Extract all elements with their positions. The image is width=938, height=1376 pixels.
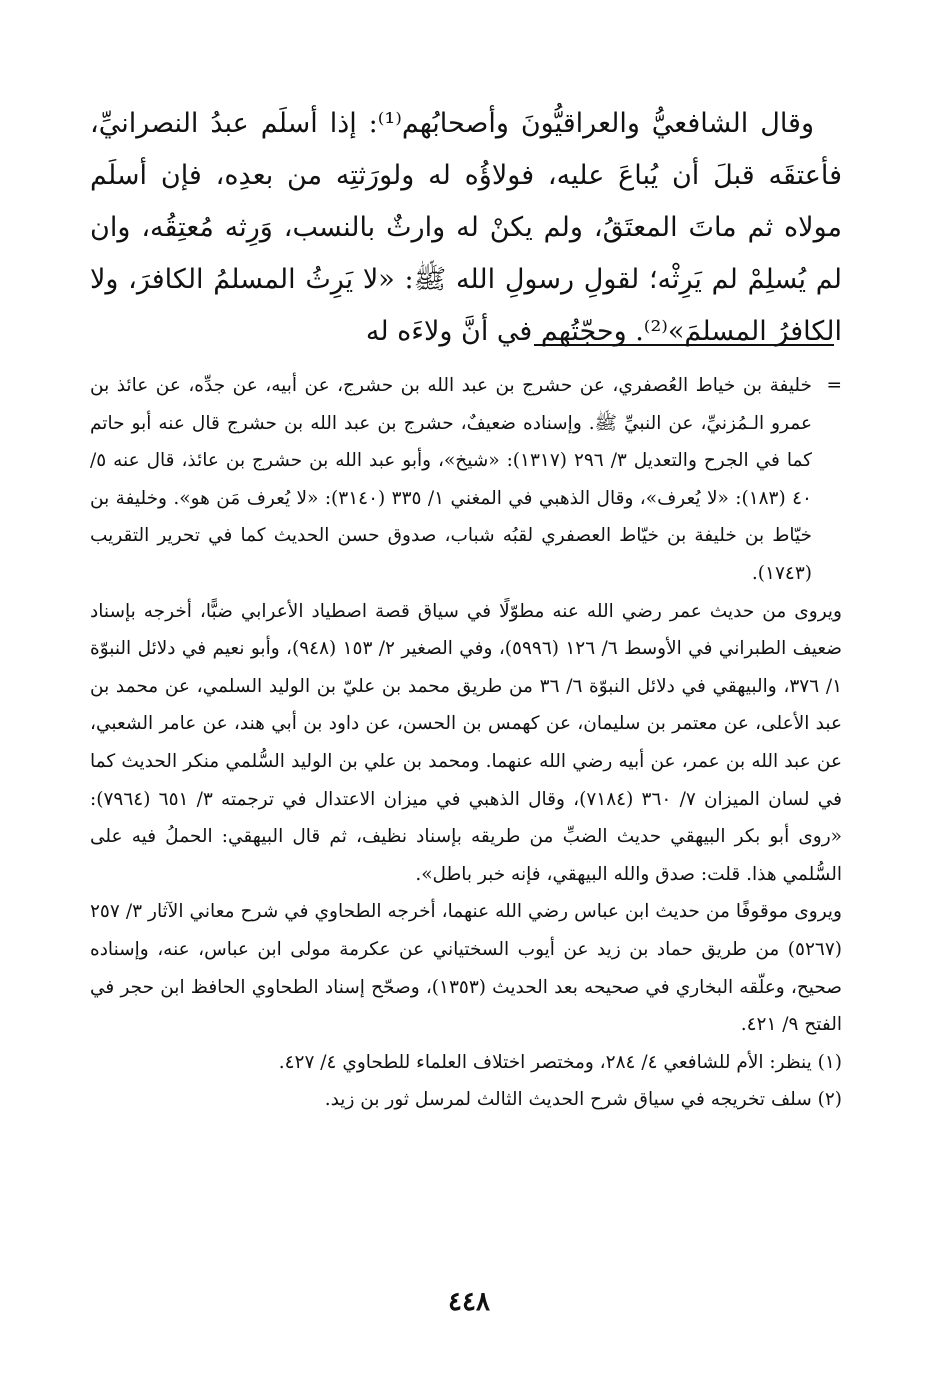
footnote-1: (١) ينظر: الأم للشافعي ٤/ ٢٨٤، ومختصر اختلاف العلماء للطحاوي ٤/ ٤٢٧.	[278, 1051, 842, 1073]
footnote-2: (٢) سلف تخريجه في سياق شرح الحديث الثالث لمرسل ثور بن زيد.	[324, 1089, 842, 1111]
footnotes-section	[90, 367, 842, 1119]
footnote-paragraph-ibn-abbas: ويروى موقوفًا من حديث ابن عباس رضي الله عنهما، أخرجه الطحاوي في شرح معاني الآثار ٣/ ٢٥٧ (٥٢٦٧) من طريق حماد بن زيد عن أيوب السختياني عن عكرمة مولى ابن عباس، عنه، وإسناده صحيح، وعلّقه البخاري في صحيحه بعد الحديث (١٣٥٣)، وصحّح إسناد الطحاوي الحافظ ابن حجر في الفتح ٩/ ٤٢١.	[90, 901, 843, 1036]
main-body-text	[90, 98, 842, 358]
continuation-mark: =	[826, 375, 842, 396]
main-paragraph: وقال الشافعيُّ والعراقيُّونَ وأصحابُهم⁽¹⁾: إذا أسلَم عبدُ النصرانيِّ، فأعتقَه قبلَ أن يُباعَ عليه، فولاؤُه له ولورَثتِه من بعدِه، فإن أسلَم مولاه ثم ماتَ المعتَقُ، ولم يكنْ له وارثٌ بالنسب، وَرِثه مُعتِقُه، وان لم يُسلِمْ لم يَرِثْه؛ لقولِ رسولِ الله ﷺ: «لا يَرِثُ المسلمُ الكافرَ، ولا الكافرُ المسلمَ»⁽²⁾. وحجّتُهم في أنَّ ولاءَه له	[90, 108, 842, 347]
footnote-separator	[534, 344, 834, 346]
page-number: ٤٤٨	[448, 1287, 490, 1317]
footnote-paragraph-umar: ويروى من حديث عمر رضي الله عنه مطوّلًا في سياق قصة اصطياد الأعرابي ضبًّا، أخرجه بإسناد ضعيف الطبراني في الأوسط ٦/ ١٢٦ (٥٩٩٦)، وفي الصغير ٢/ ١٥٣ (٩٤٨)، وأبو نعيم في دلائل النبوّة ١/ ٣٧٦، والبيهقي في دلائل النبوّة ٦/ ٣٦ من طريق محمد بن عليّ بن الوليد السلمي، عن محمد بن عبد الأعلى، عن معتمر بن سليمان، عن كهمس بن الحسن، عن داود بن أبي هند، عن عامر الشعبي، عن عبد الله بن عمر، عن أبيه رضي الله عنهما. ومحمد بن علي بن الوليد السُّلمي منكر الحديث كما في لسان الميزان ٧/ ٣٦٠ (٧١٨٤)، وقال الذهبي في ميزان الاعتدال في ترجمته ٣/ ٦٥١ (٧٩٦٤): «روى أبو بكر البيهقي حديث الضبِّ من طريقه بإسناد نظيف، ثم قال البيهقي: الحملُ فيه على السُّلمي هذا. قلت: صدق والله البيهقي، فإنه خبر باطل».	[90, 600, 842, 885]
footnote-continuation-text: خليفة بن خياط العُصفري، عن حشرج بن عبد الله بن حشرج، عن أبيه، عن جدِّه، عن عائذ بن عمرو الـمُزنيِّ، عن النبيِّ ﷺ. وإسناده ضعيفٌ، حشرج بن عبد الله بن حشرج قال عنه أبو حاتم كما في الجرح والتعديل ٣/ ٢٩٦ (١٣١٧): «شيخ»، وأبو عبد الله بن حشرج بن عائذ، قال عنه ٥/ ٤٠ (١٨٣): «لا يُعرف»، وقال الذهبي في المغني ١/ ٣٣٥ (٣١٤٠): «لا يُعرف مَن هو». وخليفة بن خيّاط بن خليفة بن خيّاط العصفري لقبُه شباب، صدوق حسن الحديث كما في تحرير التقريب (١٧٤٣).	[90, 375, 812, 584]
footnote-continuation	[90, 367, 842, 593]
